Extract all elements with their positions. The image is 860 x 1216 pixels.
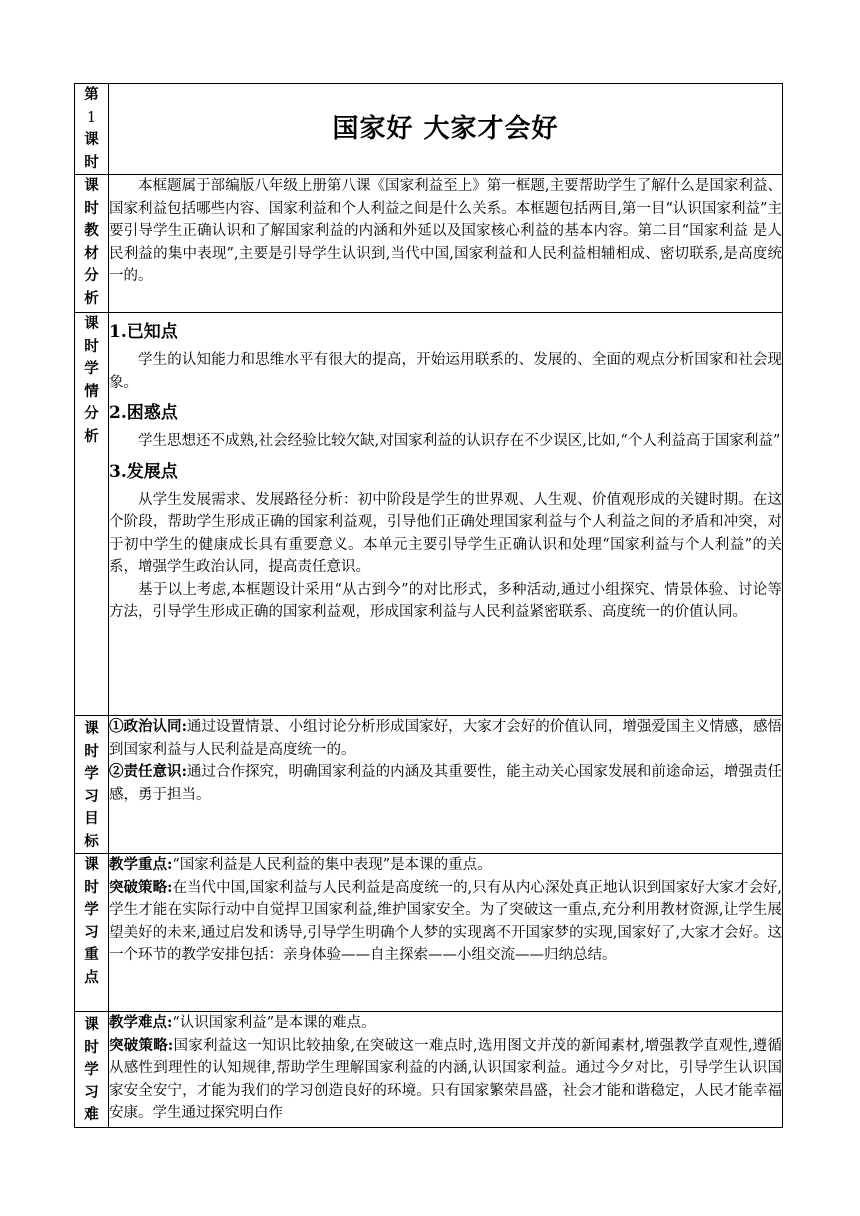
heading-known: 1.已知点 bbox=[109, 322, 178, 342]
learning-goals-cell bbox=[109, 716, 783, 854]
student-analysis-cell bbox=[109, 313, 783, 716]
goal-political: ①政治认同:通过设置情景、小组讨论分析形成国家好，大家才会好的价值认同，增强爱国主义情感，感悟到国家利益与人民利益是高度统一的。 bbox=[109, 718, 782, 758]
side-label-student: 课 时 学 情 分 析 bbox=[75, 313, 109, 716]
row-title bbox=[75, 84, 783, 175]
title-cell bbox=[109, 84, 783, 175]
key-points-cell bbox=[109, 854, 783, 1012]
textbook-analysis-text: 本框题属于部编版八年级上册第八课《国家利益至上》第一框题,主要帮助学生了解什么是国家利益、国家利益包括哪些内容、国家利益和个人利益之间是什么关系。本框题包括两目,第一目“认识国家利益”主要引导学生正确认识和了解国家利益的内涵和外延以及国家核心利益的基本内容。第二目“国家利益 是人民利益的集中表现”,主要是引导学生认识到,当代中国,国家利益和人民利益相辅相成、密切联系,是高度统一的。 bbox=[109, 178, 782, 284]
confusion-text: 学生思想还不成熟,社会经验比较欠缺,对国家利益的认识存在不少误区,比如,“个人利益高于国家利益” bbox=[138, 433, 781, 449]
development-text: 从学生发展需求、发展路径分析：初中阶段是学生的世界观、人生观、价值观形成的关键时期。在这个阶段，帮助学生形成正确的国家利益观，引导他们正确处理国家利益与个人利益之间的矛盾和冲突，对于初中学生的健康成长具有重要意义。本单元主要引导学生正确认识和处理“国家利益与个人利益”的关系，增强学生政治认同，提高责任意识。 bbox=[109, 491, 782, 575]
page-title: 国家好 大家才会好 bbox=[332, 114, 559, 144]
known-text: 学生的认知能力和思维水平有很大的提高，开始运用联系的、发展的、全面的观点分析国家和社会现象。 bbox=[109, 352, 782, 391]
side-label-lesson: 第 1 课 时 bbox=[75, 84, 109, 175]
difficult-point-text: 教学难点:“认识国家利益”是本课的难点。 bbox=[109, 1014, 376, 1031]
side-label-difficult: 课 时 学 习 难 bbox=[75, 1012, 109, 1128]
row-student-analysis bbox=[75, 313, 783, 716]
difficult-strategy-text: 突破策略:国家利益这一知识比较抽象,在突破这一难点时,选用图文并茂的新闻素材,增强教学直观性,遵循从感性到理性的认知规律,帮助学生理解国家利益的内涵,认识国家利益。通过今夕对比，引导学生认识国家安全安宁，才能为我们的学习创造良好的环境。只有国家繁荣昌盛，社会才能和谐稳定，人民才能幸福安康。学生通过探究明白作 bbox=[109, 1036, 782, 1121]
heading-confusion: 2.困惑点 bbox=[109, 403, 178, 423]
lesson-plan-table bbox=[74, 83, 783, 1128]
difficult-points-cell bbox=[109, 1012, 783, 1128]
row-key-points bbox=[75, 854, 783, 1012]
design-text: 基于以上考虑,本框题设计采用“从古到今”的对比形式，多种活动,通过小组探究、情景体验、讨论等方法，引导学生形成正确的国家利益观，形成国家利益与人民利益紧密联系、高度统一的价值认同。 bbox=[109, 581, 782, 620]
goal-responsibility: ②责任意识:通过合作探究，明确国家利益的内涵及其重要性，能主动关心国家发展和前途命运，增强责任感，勇于担当。 bbox=[109, 763, 782, 803]
side-label-key: 课 时 学 习 重 点 bbox=[75, 854, 109, 1012]
key-strategy-text: 突破策略:在当代中国,国家利益与人民利益是高度统一的,只有从内心深处真正地认识到国家好大家才会好,学生才能在实际行动中自觉捍卫国家利益,维护国家安全。为了突破这一重点,充分利用教材资源,让学生展望美好的未来,通过启发和诱导,引导学生明确个人梦的实现离不开国家梦的实现,国家好了,大家才会好。这一个环节的教学安排包括：亲身体验——自主探索——小组交流——归纳总结。 bbox=[109, 878, 782, 963]
side-label-goals: 课 时 学 习 目 标 bbox=[75, 716, 109, 854]
row-difficult-points bbox=[75, 1012, 783, 1128]
row-learning-goals bbox=[75, 716, 783, 854]
textbook-analysis-cell bbox=[109, 175, 783, 313]
heading-development: 3.发展点 bbox=[109, 461, 178, 482]
side-label-textbook: 课 时 教 材 分 析 bbox=[75, 175, 109, 313]
key-point-text: 教学重点:“国家利益是人民利益的集中表现”是本课的重点。 bbox=[109, 856, 492, 873]
row-textbook-analysis bbox=[75, 175, 783, 313]
